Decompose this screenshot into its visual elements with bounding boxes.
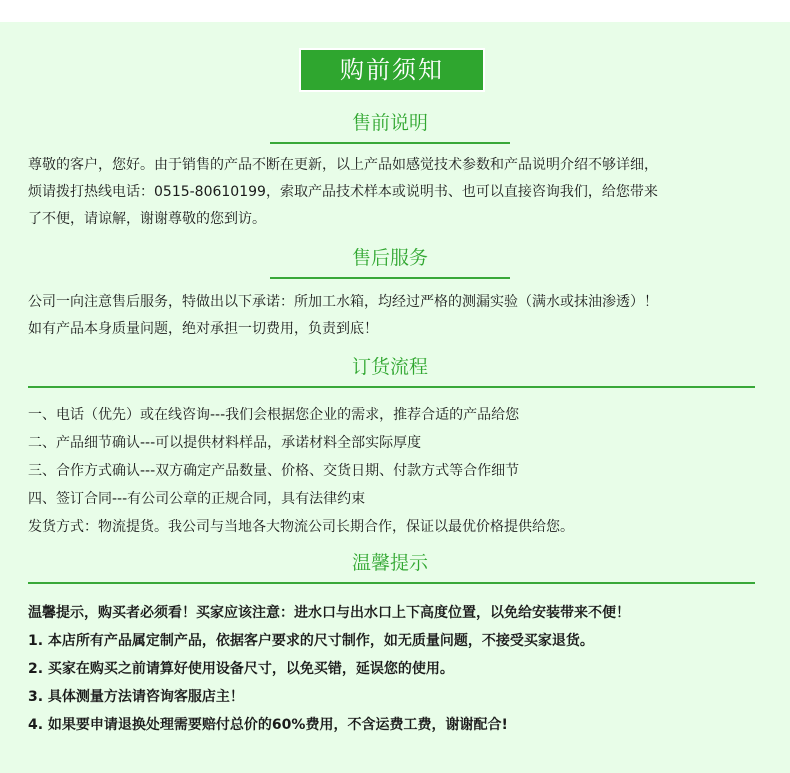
section-heading-ordering: 订货流程 [351, 356, 428, 378]
page-title: 购前须知 [299, 48, 485, 92]
ordering-line-4: 四、签订合同---有公司公章的正规合同，具有法律约束 [28, 491, 366, 507]
ordering-line-2: 二、产品细节确认---可以提供材料样品，承诺材料全部实际厚度 [28, 435, 422, 451]
ordering-line-3: 三、合作方式确认---双方确定产品数量、价格、交货日期、付款方式等合作细节 [28, 463, 520, 479]
presale-line-2: 烦请拨打热线电话：0515-80610199，索取产品技术样本或说明书、也可以直接咨询我们，给您带来 [28, 184, 658, 200]
section-divider-aftersale [270, 277, 510, 279]
tips-line-5: 4. 如果要申请退换处理需要赔付总价的60%费用，不含运费工费，谢谢配合! [28, 717, 508, 733]
section-divider-tips [28, 582, 755, 584]
tips-line-4: 3. 具体测量方法请咨询客服店主！ [28, 689, 244, 705]
ordering-line-5: 发货方式：物流提货。我公司与当地各大物流公司长期合作，保证以最优价格提供给您。 [28, 519, 574, 535]
presale-line-1: 尊敬的客户，您好。由于销售的产品不断在更新，以上产品如感觉技术参数和产品说明介绍不够详细， [28, 157, 658, 173]
tips-line-3: 2. 买家在购买之前请算好使用设备尺寸，以免买错，延误您的使用。 [28, 661, 454, 677]
section-divider-presale [270, 142, 510, 144]
section-divider-ordering [28, 386, 755, 388]
aftersale-line-2: 如有产品本身质量问题，绝对承担一切费用，负责到底！ [28, 321, 378, 337]
top-band [0, 0, 790, 22]
ordering-line-1: 一、电话（优先）或在线咨询---我们会根据您企业的需求，推荐合适的产品给您 [28, 407, 520, 423]
section-heading-aftersale: 售后服务 [351, 247, 428, 269]
section-heading-presale: 售前说明 [351, 112, 428, 134]
tips-line-1: 温馨提示，购买者必须看！买家应该注意：进水口与出水口上下高度位置，以免给安装带来不便！ [28, 605, 630, 621]
tips-line-2: 1. 本店所有产品属定制产品，依据客户要求的尺寸制作，如无质量问题，不接受买家退货。 [28, 633, 594, 649]
presale-line-3: 了不便，请谅解，谢谢尊敬的您到访。 [28, 211, 266, 227]
aftersale-line-1: 公司一向注意售后服务，特做出以下承诺：所加工水箱，均经过严格的测漏实验（满水或抹油渗透）！ [28, 294, 658, 310]
section-heading-tips: 温馨提示 [351, 552, 428, 574]
